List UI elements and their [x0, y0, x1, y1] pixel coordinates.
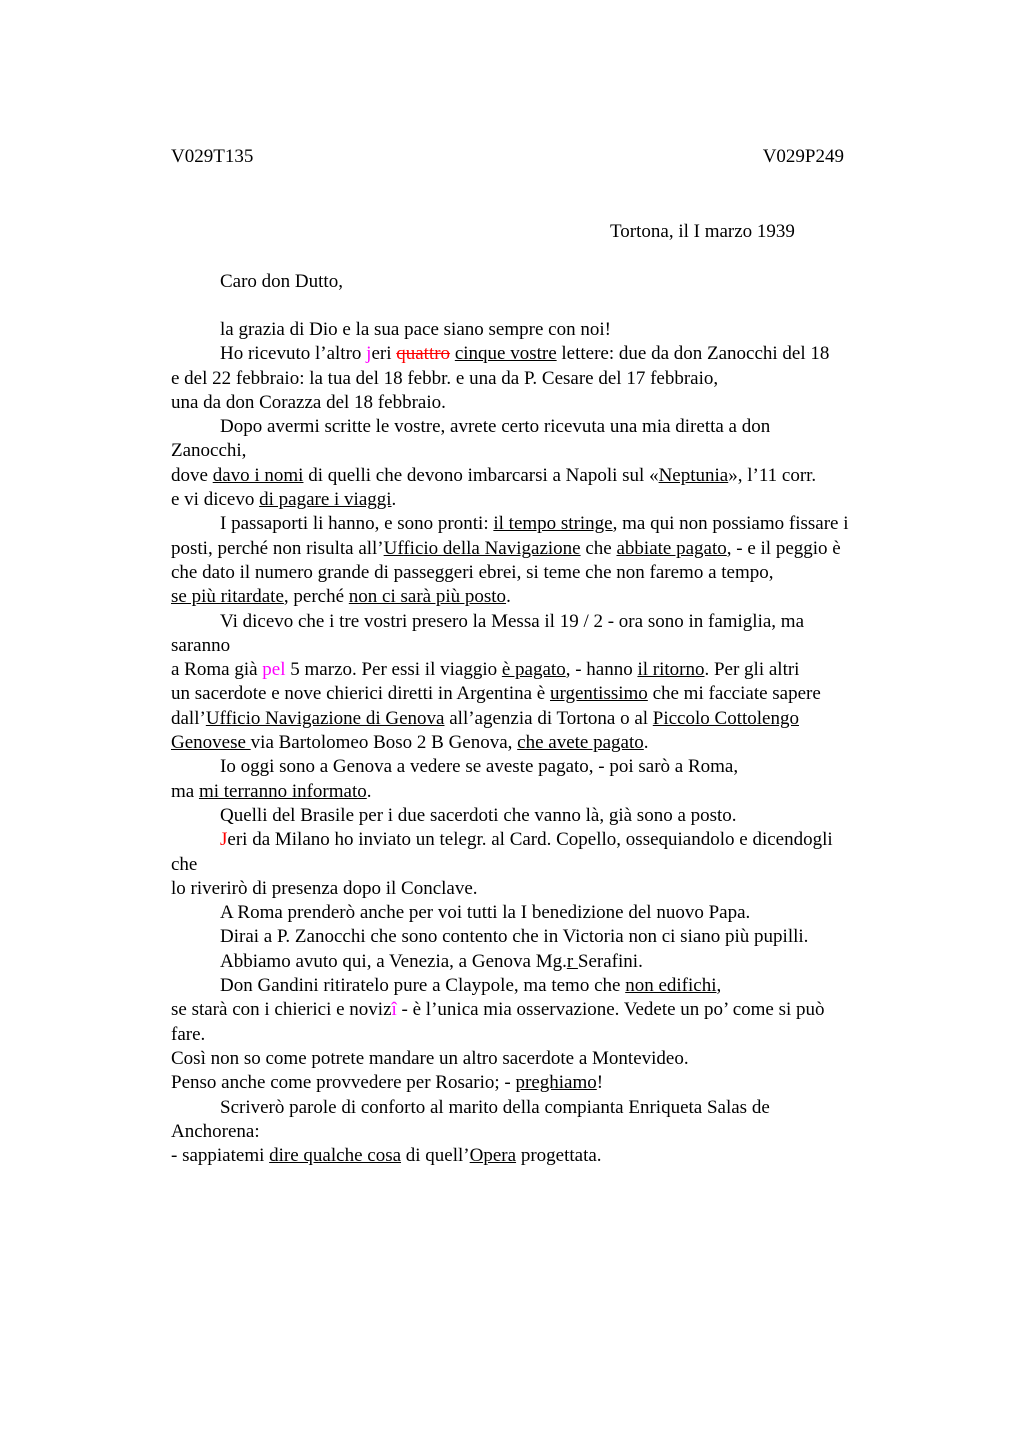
- text-line: [171, 853, 911, 877]
- paragraph-10: [171, 925, 911, 949]
- underlined-text: mi terranno informato: [198, 780, 367, 802]
- text-run: che: [580, 537, 617, 559]
- text-line: [171, 998, 911, 1022]
- text-run: , perché: [283, 586, 349, 608]
- text-run: Vi dicevo che i tre vostri presero la Messa il 19 / 2 - ora sono in famiglia, ma: [220, 610, 805, 632]
- text-run: di quell’: [401, 1145, 470, 1167]
- text-line: [171, 512, 911, 536]
- underlined-text: preghiamo: [515, 1072, 597, 1094]
- text-run: e del 22 febbraio: la tua del 18 febbr. e una da P. Cesare del 17 febbraio,: [171, 367, 719, 389]
- text-line: [171, 1071, 911, 1095]
- document-code-left: V029T135: [171, 146, 254, 167]
- text-line: [171, 974, 911, 998]
- text-line: [171, 464, 911, 488]
- text-run: dove: [171, 464, 213, 486]
- paragraph-15: [171, 1096, 911, 1169]
- text-run: .: [366, 780, 372, 802]
- text-line: [171, 488, 911, 512]
- text-line: [171, 585, 911, 609]
- text-run: Scriverò parole di conforto al marito della compianta Enriqueta Salas de: [220, 1096, 770, 1118]
- text-run: Zanocchi,: [171, 440, 247, 462]
- text-line: [171, 780, 911, 804]
- underlined-text: Opera: [469, 1145, 517, 1167]
- magenta-text: î: [391, 999, 397, 1021]
- text-line: [171, 391, 911, 415]
- underlined-text: cinque vostre: [454, 343, 557, 365]
- text-run: ma: [171, 780, 199, 802]
- date-line: Tortona, il I marzo 1939: [610, 221, 795, 242]
- text-run: », l’11 corr.: [728, 464, 817, 486]
- text-run: che dato il numero grande di passeggeri ebrei, si teme che non faremo a tempo,: [171, 561, 774, 583]
- text-run: Ho ricevuto l’altro: [220, 343, 367, 365]
- text-run: !: [596, 1072, 604, 1094]
- text-run: una da don Corazza del 18 febbraio.: [171, 391, 446, 413]
- text-run: che: [171, 853, 198, 875]
- text-line: [171, 561, 911, 585]
- red-text: J: [220, 829, 228, 851]
- text-run: Io oggi sono a Genova a vedere se aveste pagato, - poi sarò a Roma,: [220, 756, 739, 778]
- text-run: .: [643, 732, 649, 754]
- text-run: che mi facciate sapere: [647, 683, 821, 705]
- text-run: via Bartolomeo Boso 2 B Genova,: [250, 732, 518, 754]
- text-line: [171, 1023, 911, 1047]
- magenta-text: pel: [262, 659, 286, 681]
- paragraph-7: [171, 804, 911, 828]
- text-run: eri da Milano ho inviato un telegr. al Card. Copello, ossequiandolo e dicendogli: [227, 829, 833, 851]
- text-line: [171, 634, 911, 658]
- underlined-text: il ritorno: [637, 659, 705, 681]
- text-run: Abbiamo avuto qui, a Venezia, a Genova Mg.: [220, 950, 567, 972]
- text-run: Così non so come potrete mandare un altro sacerdote a Montevideo.: [171, 1047, 689, 1069]
- text-run: saranno: [171, 634, 231, 656]
- text-run: e vi dicevo: [171, 489, 260, 511]
- paragraph-1: [171, 318, 911, 342]
- text-run: posti, perché non risulta all’: [171, 537, 384, 559]
- text-line: [171, 1144, 911, 1168]
- underlined-text: urgentissimo: [549, 683, 648, 705]
- text-line: [171, 707, 911, 731]
- text-run: - sappiatemi: [171, 1145, 270, 1167]
- text-run: ,: [716, 975, 722, 997]
- text-run: progettata.: [516, 1145, 602, 1167]
- text-line: [171, 415, 911, 439]
- underlined-text: Neptunia: [658, 464, 729, 486]
- underlined-text: dire qualche cosa: [269, 1145, 402, 1167]
- text-line: [171, 682, 911, 706]
- underlined-text: non edifichi: [625, 975, 717, 997]
- underlined-text: r: [566, 950, 578, 972]
- salutation: Caro don Dutto,: [220, 271, 343, 292]
- text-line: [171, 367, 911, 391]
- underlined-text: Ufficio della Navigazione: [383, 537, 581, 559]
- text-run: dall’: [171, 707, 206, 729]
- text-run: lo riverirò di presenza dopo il Conclave.: [171, 877, 478, 899]
- text-run: Quelli del Brasile per i due sacerdoti che vanno là, già sono a posto.: [220, 804, 737, 826]
- paragraph-9: [171, 901, 911, 925]
- text-line: [171, 1047, 911, 1071]
- underlined-text: Ufficio Navigazione di Genova: [205, 707, 445, 729]
- text-run: di quelli che devono imbarcarsi a Napoli sul «: [303, 464, 659, 486]
- text-run: , - hanno: [565, 659, 638, 681]
- paragraph-8: [171, 828, 911, 901]
- text-run: Don Gandini ritiratelo pure a Claypole, ma temo che: [220, 975, 626, 997]
- text-line: [171, 925, 911, 949]
- text-run: 5 marzo. Per essi il viaggio: [285, 659, 502, 681]
- text-run: I passaporti li hanno, e sono pronti:: [220, 513, 494, 535]
- text-run: Dirai a P. Zanocchi che sono contento che in Victoria non ci siano più pupilli.: [220, 926, 809, 948]
- text-line: [171, 731, 911, 755]
- paragraph-6: [171, 755, 911, 804]
- underlined-text: che avete pagato: [517, 732, 644, 754]
- text-run: .: [391, 489, 397, 511]
- text-run: un sacerdote e nove chierici diretti in Argentina è: [171, 683, 550, 705]
- text-run: A Roma prenderò anche per voi tutti la I benedizione del nuovo Papa.: [220, 902, 751, 924]
- underlined-text: Genovese: [171, 732, 251, 754]
- paragraph-3: [171, 415, 911, 512]
- paragraph-4: [171, 512, 911, 609]
- underlined-text: il tempo stringe: [493, 513, 613, 535]
- text-run: .: [506, 586, 511, 608]
- text-run: all’agenzia di Tortona o al: [444, 707, 653, 729]
- underlined-text: non ci sarà più posto: [348, 586, 507, 608]
- text-run: Penso anche come provvedere per Rosario; -: [171, 1072, 516, 1094]
- letter-body: [171, 318, 911, 1168]
- text-line: [171, 610, 911, 634]
- text-run: - è l’unica mia osservazione. Vedete un po’ come si può: [396, 999, 825, 1021]
- underlined-text: è pagato: [501, 659, 566, 681]
- text-run: se starà con i chierici e noviz: [171, 999, 392, 1021]
- text-line: [171, 950, 911, 974]
- paragraph-2: [171, 342, 911, 415]
- text-line: [171, 1120, 911, 1144]
- underlined-text: se più ritardate: [171, 586, 284, 608]
- underlined-text: Piccolo Cottolengo: [652, 707, 799, 729]
- text-run: la grazia di Dio e la sua pace siano sempre con noi!: [220, 319, 611, 340]
- struck-text: quattro: [396, 343, 451, 365]
- paragraph-14: [171, 1071, 911, 1095]
- text-line: [171, 755, 911, 779]
- text-run: Anchorena:: [171, 1120, 260, 1142]
- text-run: . Per gli altri: [704, 659, 800, 681]
- text-line: [171, 804, 911, 828]
- document-code-right: V029P249: [762, 146, 844, 167]
- paragraph-5: [171, 610, 911, 756]
- text-line: [171, 1096, 911, 1120]
- underlined-text: abbiate pagato: [616, 537, 727, 559]
- text-line: [171, 658, 911, 682]
- text-line: [171, 877, 911, 901]
- text-line: [171, 439, 911, 463]
- text-run: , ma qui non possiamo fissare i: [612, 513, 849, 535]
- paragraph-13: [171, 1047, 911, 1071]
- text-run: Serafini.: [577, 950, 643, 972]
- text-run: , - e il peggio è: [726, 537, 841, 559]
- text-line: [171, 828, 911, 852]
- text-run: fare.: [171, 1023, 206, 1045]
- text-line: [171, 318, 911, 342]
- underlined-text: di pagare i viaggi: [259, 489, 392, 511]
- paragraph-11: [171, 950, 911, 974]
- text-run: Dopo avermi scritte le vostre, avrete certo ricevuta una mia diretta a don: [220, 416, 771, 438]
- text-run: lettere: due da don Zanocchi del 18: [556, 343, 830, 365]
- text-run: eri: [371, 343, 397, 365]
- text-run: a Roma già: [171, 659, 263, 681]
- text-line: [171, 537, 911, 561]
- text-line: [171, 342, 911, 366]
- magenta-text: j: [366, 343, 372, 365]
- text-line: [171, 901, 911, 925]
- paragraph-12: [171, 974, 911, 1047]
- underlined-text: davo i nomi: [212, 464, 304, 486]
